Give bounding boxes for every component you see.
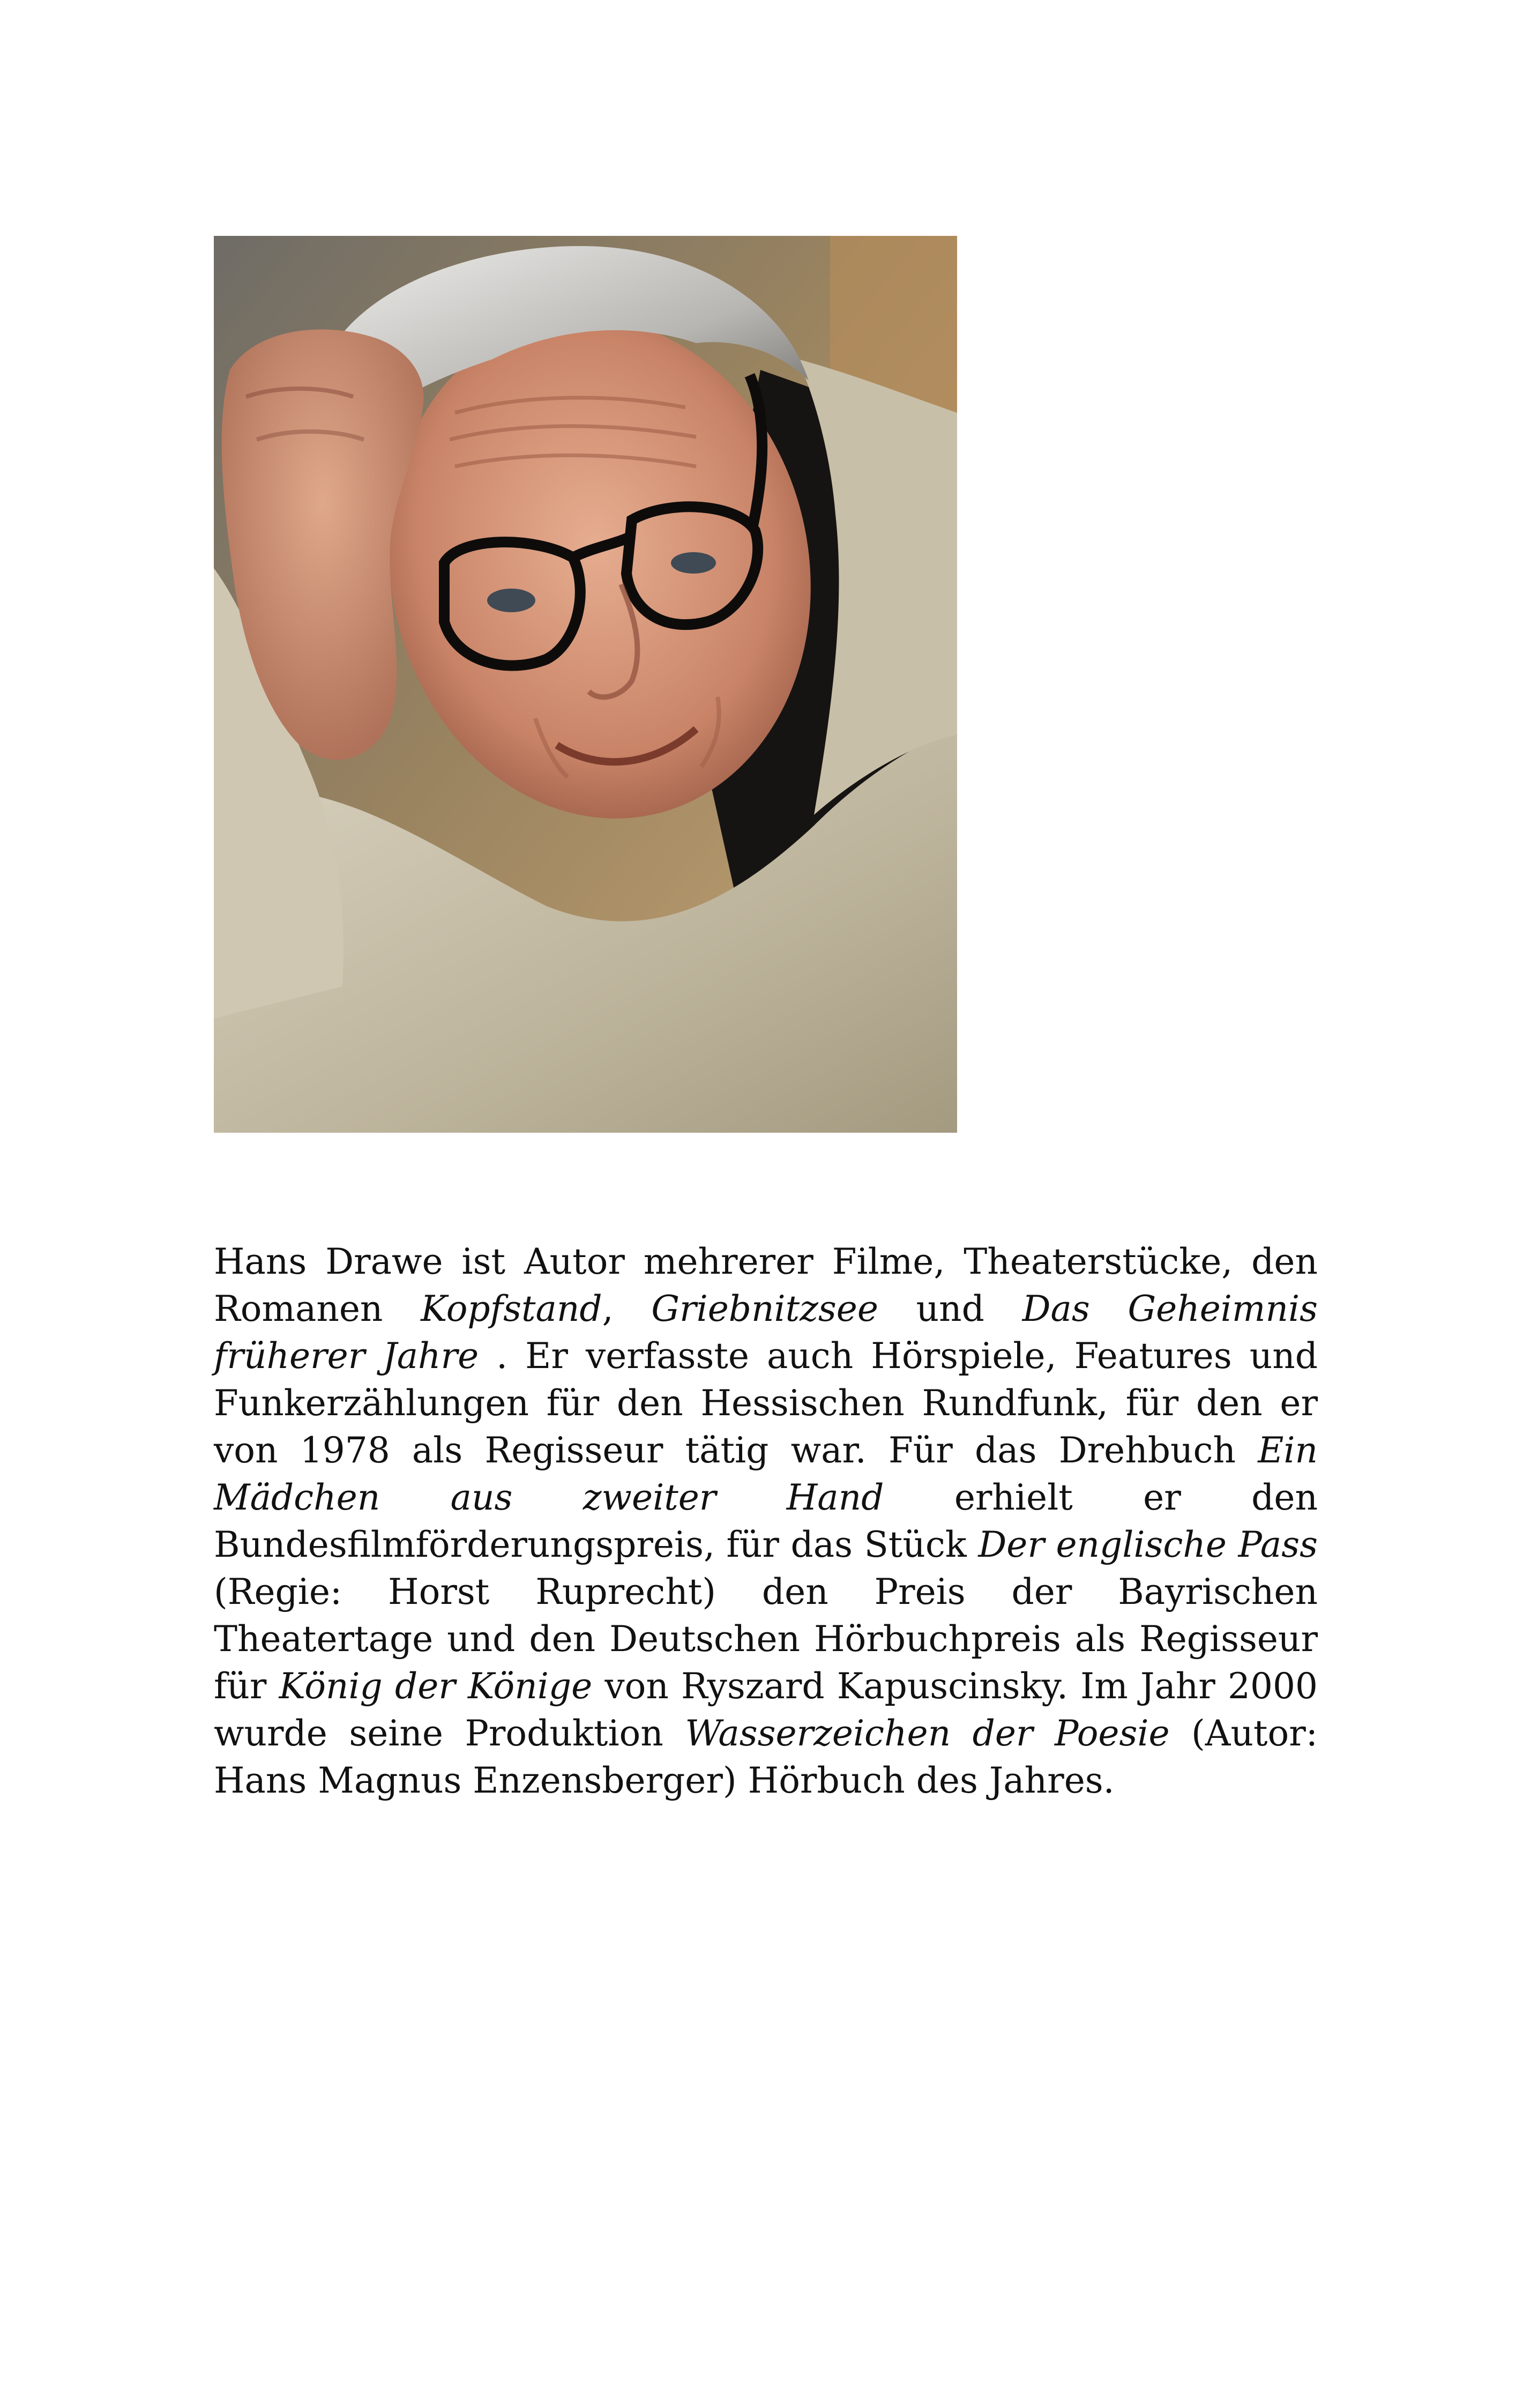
title-wasserzeichen-der-poesie: Wasserzeichen der Poesie [685,1713,1170,1754]
title-griebnitzsee: Griebnitzsee [651,1288,878,1329]
author-biography [214,1238,1318,1804]
left-eye [487,589,535,612]
title-ein-maedchen-aus-zweiter-hand: Ein Mädchen aus zweiter Hand [214,1430,1318,1518]
author-portrait-photo [214,236,957,1133]
bio-text-8: (Autor: Hans Magnus Enzensberger) Hörbuch des Jahres. [214,1713,1318,1801]
bio-text-7: von Ryszard Kapuscinsky. Im Jahr 2000 wurde seine Produktion [214,1666,1318,1754]
bio-text-5: erhielt er den Bundesfilmförderungspreis, für das Stück [214,1477,1318,1565]
title-das-geheimnis-frueherer-jahre: Das Geheimnis früherer Jahre [214,1288,1318,1377]
bio-text-6: (Regie: Horst Ruprecht) den Preis der Bayrischen Theatertage und den Deutschen Hörbuchpreis als Regisseur für [214,1571,1318,1707]
portrait-illustration [214,236,957,1133]
title-kopfstand: Kopfstand [421,1288,602,1329]
bio-text-1: Hans Drawe ist Autor mehrerer Filme, Theaterstücke, den Romanen [214,1241,1318,1329]
title-koenig-der-koenige: König der Könige [279,1666,593,1707]
right-eye [671,552,716,574]
bio-text-4: . Er verfasste auch Hörspiele, Features und Funkerzählungen für den Hessischen Rundfunk, für den er von 1978 als Regisseur tätig war. Für das Drehbuch [214,1335,1318,1471]
bio-text-3: und [878,1288,1022,1329]
title-der-englische-pass: Der englische Pass [978,1524,1318,1565]
bio-text-2: , [602,1288,652,1329]
